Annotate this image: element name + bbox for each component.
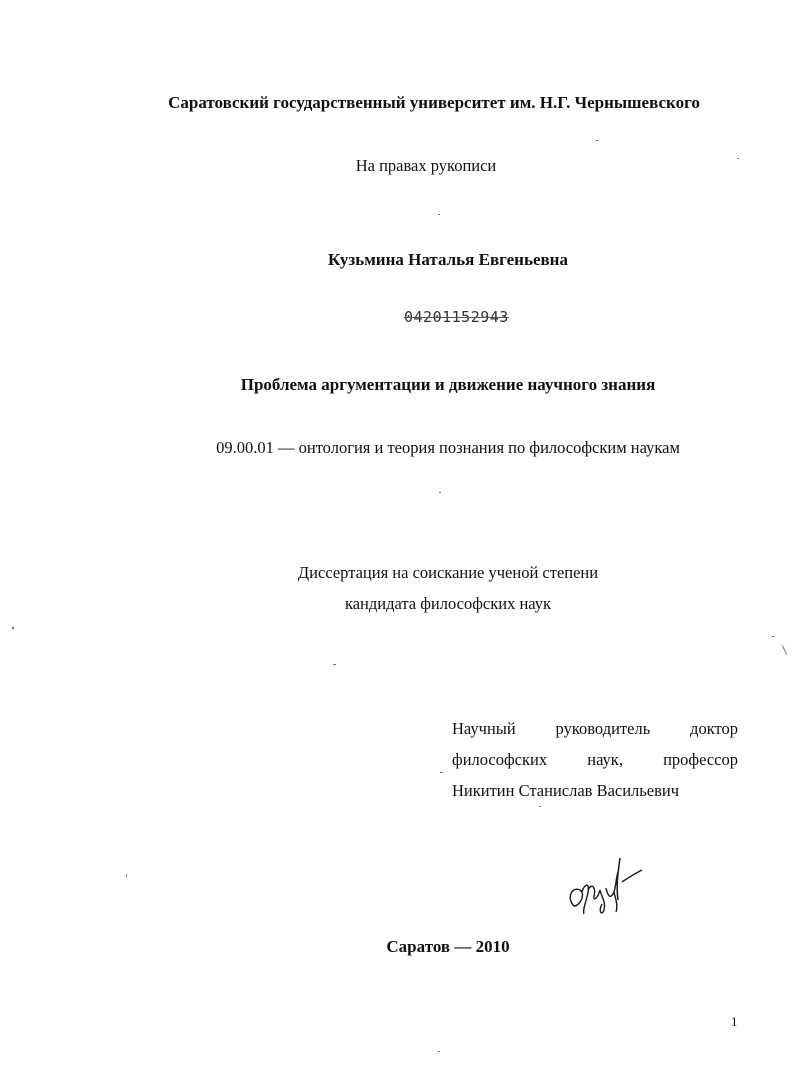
advisor-name: Никитин Станислав Васильевич [452, 781, 680, 800]
city-and-year: Саратов — 2010 [386, 937, 510, 956]
university-name: Саратовский государственный университет им. Н.Г. Чернышевского [168, 93, 700, 112]
advisor-line-1 [452, 719, 738, 739]
advisor-word: философских [452, 750, 548, 769]
advisor-word: Научный [452, 719, 516, 738]
advisor-word: руководитель [555, 719, 651, 738]
advisor-line-2 [452, 750, 738, 770]
document-number-stamp: 04201152943 [404, 308, 509, 326]
scan-speck [737, 158, 739, 159]
scan-speck [438, 1051, 440, 1052]
degree-statement-line-1: Диссертация на соискание ученой степени [297, 563, 599, 582]
advisor-word: наук, [587, 750, 623, 769]
scan-speck [440, 772, 443, 773]
author-name: Кузьмина Наталья Евгеньевна [328, 250, 568, 269]
degree-statement-line-2: кандидата философских наук [344, 594, 552, 613]
scan-speck [782, 645, 787, 654]
scan-speck [438, 214, 440, 215]
page-number: 1 [731, 1014, 738, 1029]
handwritten-signature [560, 848, 650, 918]
scan-speck [439, 492, 441, 493]
scan-speck [333, 664, 336, 665]
specialty-code: 09.00.01 — онтология и теория познания по философским наукам [216, 438, 680, 457]
advisor-word: профессор [663, 750, 738, 769]
scan-speck [772, 636, 774, 637]
advisor-word: доктор [690, 719, 738, 738]
scan-speck [596, 140, 598, 141]
thesis-title: Проблема аргументации и движение научного знания [240, 375, 656, 394]
scan-speck [126, 874, 127, 877]
scan-speck [12, 627, 14, 629]
scan-speck [539, 806, 541, 807]
manuscript-note: На правах рукописи [355, 156, 497, 175]
